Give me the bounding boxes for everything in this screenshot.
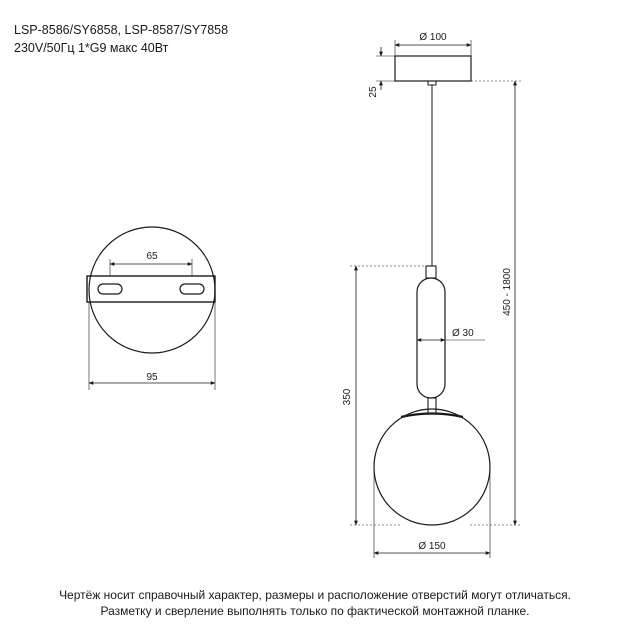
dimension-canopy-diameter: Ø 100	[419, 32, 447, 43]
dimension-plate-diameter: 95	[146, 372, 158, 383]
dimension-lamp-height: 350	[342, 388, 353, 406]
pendant-lamp-view	[374, 56, 490, 525]
dimension-globe-diameter: Ø 150	[418, 541, 446, 552]
glass-globe	[374, 409, 490, 525]
globe-diameter-dimension	[374, 467, 490, 558]
model-numbers: LSP-8586/SY6858, LSP-8587/SY7858	[14, 23, 229, 37]
disclaimer-line-2: Разметку и сверление выполнять только по фактической монтажной планке.	[100, 604, 530, 618]
mounting-bar	[87, 276, 215, 302]
mounting-slot-right	[180, 284, 204, 294]
total-height-dimension	[470, 81, 521, 525]
capsule-tube	[417, 278, 445, 398]
top-holder	[426, 266, 436, 278]
neck	[428, 398, 436, 414]
canopy-height-dimension	[368, 47, 395, 98]
holder-diameter-dimension	[417, 328, 485, 340]
electrical-specs: 230V/50Гц 1*G9 макс 40Вт	[14, 41, 169, 55]
canopy	[395, 56, 471, 81]
dimension-holes-distance: 65	[146, 251, 158, 262]
dimension-total-height: 450 - 1800	[502, 268, 513, 316]
canopy-diameter-dimension	[395, 32, 471, 56]
globe-collar	[401, 414, 463, 418]
mounting-plate-view	[87, 227, 215, 390]
canopy-base-circle	[89, 227, 215, 353]
dimension-holder-diameter: Ø 30	[452, 328, 474, 339]
lamp-height-dimension	[342, 266, 428, 525]
disclaimer-line-1: Чертёж носит справочный характер, размеры и расположение отверстий могут отличаться.	[59, 588, 571, 602]
dimension-canopy-height: 25	[368, 86, 379, 98]
mounting-slot-left	[98, 284, 122, 294]
